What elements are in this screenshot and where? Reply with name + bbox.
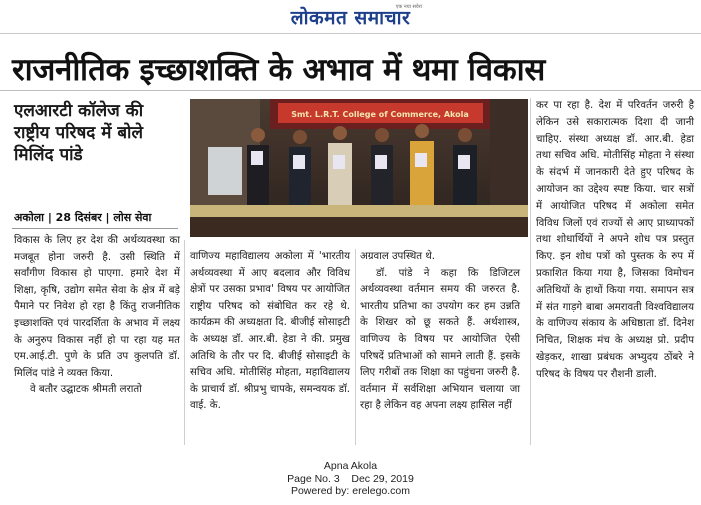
article-column-4 [536,98,694,384]
paragraph: अग्रवाल उपस्थित थे. [360,251,436,262]
paragraph: वे बतौर उद्घाटक श्रीमती लरातो [30,384,142,396]
page-footer [0,460,701,498]
footer-powered-by: Powered by: erelego.com [290,485,411,497]
column-divider [530,98,531,445]
banner-text: Smt. L.R.T. College of Commerce, Akola [291,110,469,119]
article-column-3 [360,249,520,415]
subheadline: एलआरटी कॉलेज की राष्ट्रीय परिषद में बोले मिलिंद पांडे [14,101,144,165]
headline-divider [0,90,701,91]
masthead-tagline: एक नया सवेरा [395,4,422,10]
column-divider [355,249,356,445]
paragraph: विकास के लिए हर देश की अर्थव्यवस्था का मजबूत होना जरुरी है. उसी स्थिति में सर्वांगीण विकास हो पाएगा. हमारे देश में शिक्षा, कृषि, उद्योग समेत सेवा के क्षेत्र में बड़े पैमाने पर निवेश हो रहा है किंतु राजनीतिक इच्छाशक्ति एवं पारदर्शिता के अभाव में लक्ष्य के अनुरुप विकास नहीं हो पा रहा यह मत एम.आई.टी. पुणे के प्रति उप कुलपति डॉ. मिलिंद पांडे ने व्यक्त किया. [14,235,180,379]
dateline: अकोला | 28 दिसंबर | लोस सेवा [14,211,152,224]
dateline-divider [12,228,178,229]
event-photo [190,99,528,237]
footer-page-info: Page No. 3 Dec 29, 2019 [287,472,414,485]
article-column-1 [14,233,180,399]
headline: राजनीतिक इच्छाशक्ति के अभाव में थमा विकास [12,52,546,88]
article-column-2 [190,249,350,415]
paragraph: डॉ. पांडे ने कहा कि डिजिटल अर्थव्यवस्था वर्तमान समय की जरुरत है. भारतीय प्रतिभा का उपयोग कर हम उन्नति के शिखर को छू सकते हैं. अर्थशास्त्र, वाणिज्य के विषय पर आयोजित ऐसी परिषदें प्रतिभाओं को सामने लाती हैं. इसके लिए गरीबों तक शिक्षा का पहुंचना जरुरी है. वर्तमान में सर्वशिक्षा अभियान चलाया जा रहा है लेकिन वह अपना लक्ष्य हासिल नहीं [360,267,520,412]
paragraph: कर पा रहा है. देश में परिवर्तन जरुरी है लेकिन उसे सकारात्मक दिशा दी जानी चाहिए. संस्था अध्यक्ष डॉ. आर.बी. हेडा तथा सचिव अधि. मोतीसिंह मोहता ने संस्था के संदर्भ में जानकारी देते हुए परिषद के आयोजन का उद्देश्य स्पष्ट किया. चार सत्रों में आयोजित परिषद में अकोला समेत विविध जिलों एवं राज्यों से आए प्राध्यापकों तथा शोधार्थियों ने अपने शोध पत्र प्रस्तुत किए. इन शोध पत्रों को पुस्तक के रुप में प्रकाशित किया गया है, जिसका विमोचन अतिथियों के हाथों किया गया. समापन सत्र में संत गाड़गे बाबा अमरावती विश्वविद्यालय के वाणिज्य संकाय के अधिष्ठाता डॉ. दिनेश निचित, शिक्षक मंच के अध्यक्ष प्रो. प्रदीप खेड़कर, शाखा प्रबंधक अभ्युदय ठोंबरे ने परिषद के विषय पर रौशनी डाली. [536,100,694,380]
paragraph: वाणिज्य महाविद्यालय अकोला में 'भारतीय अर्थव्यवस्था में आए बदलाव और विविध क्षेत्रों पर उसका प्रभाव' विषय पर आयोजित राष्ट्रीय परिषद को संबोधित कर रहे थे. कार्यक्रम की अध्यक्षता दि. बीजीई सोसाइटी के अध्यक्ष डॉ. आर.बी. हेडा ने की. प्रमुख अतिथि के तौर पर दि. बीजीई सोसाइटी के सचिव अधि. मोतीसिंह मोहता, महाविद्यालय के प्राचार्य डॉ. श्रीप्रभु चापके, समन्वयक डॉ. वाई. के. [190,251,350,412]
masthead-divider [0,33,701,34]
column-divider [184,240,185,445]
footer-edition: Apna Akola [323,460,378,472]
masthead-logo: लोकमत समाचार [290,7,411,29]
